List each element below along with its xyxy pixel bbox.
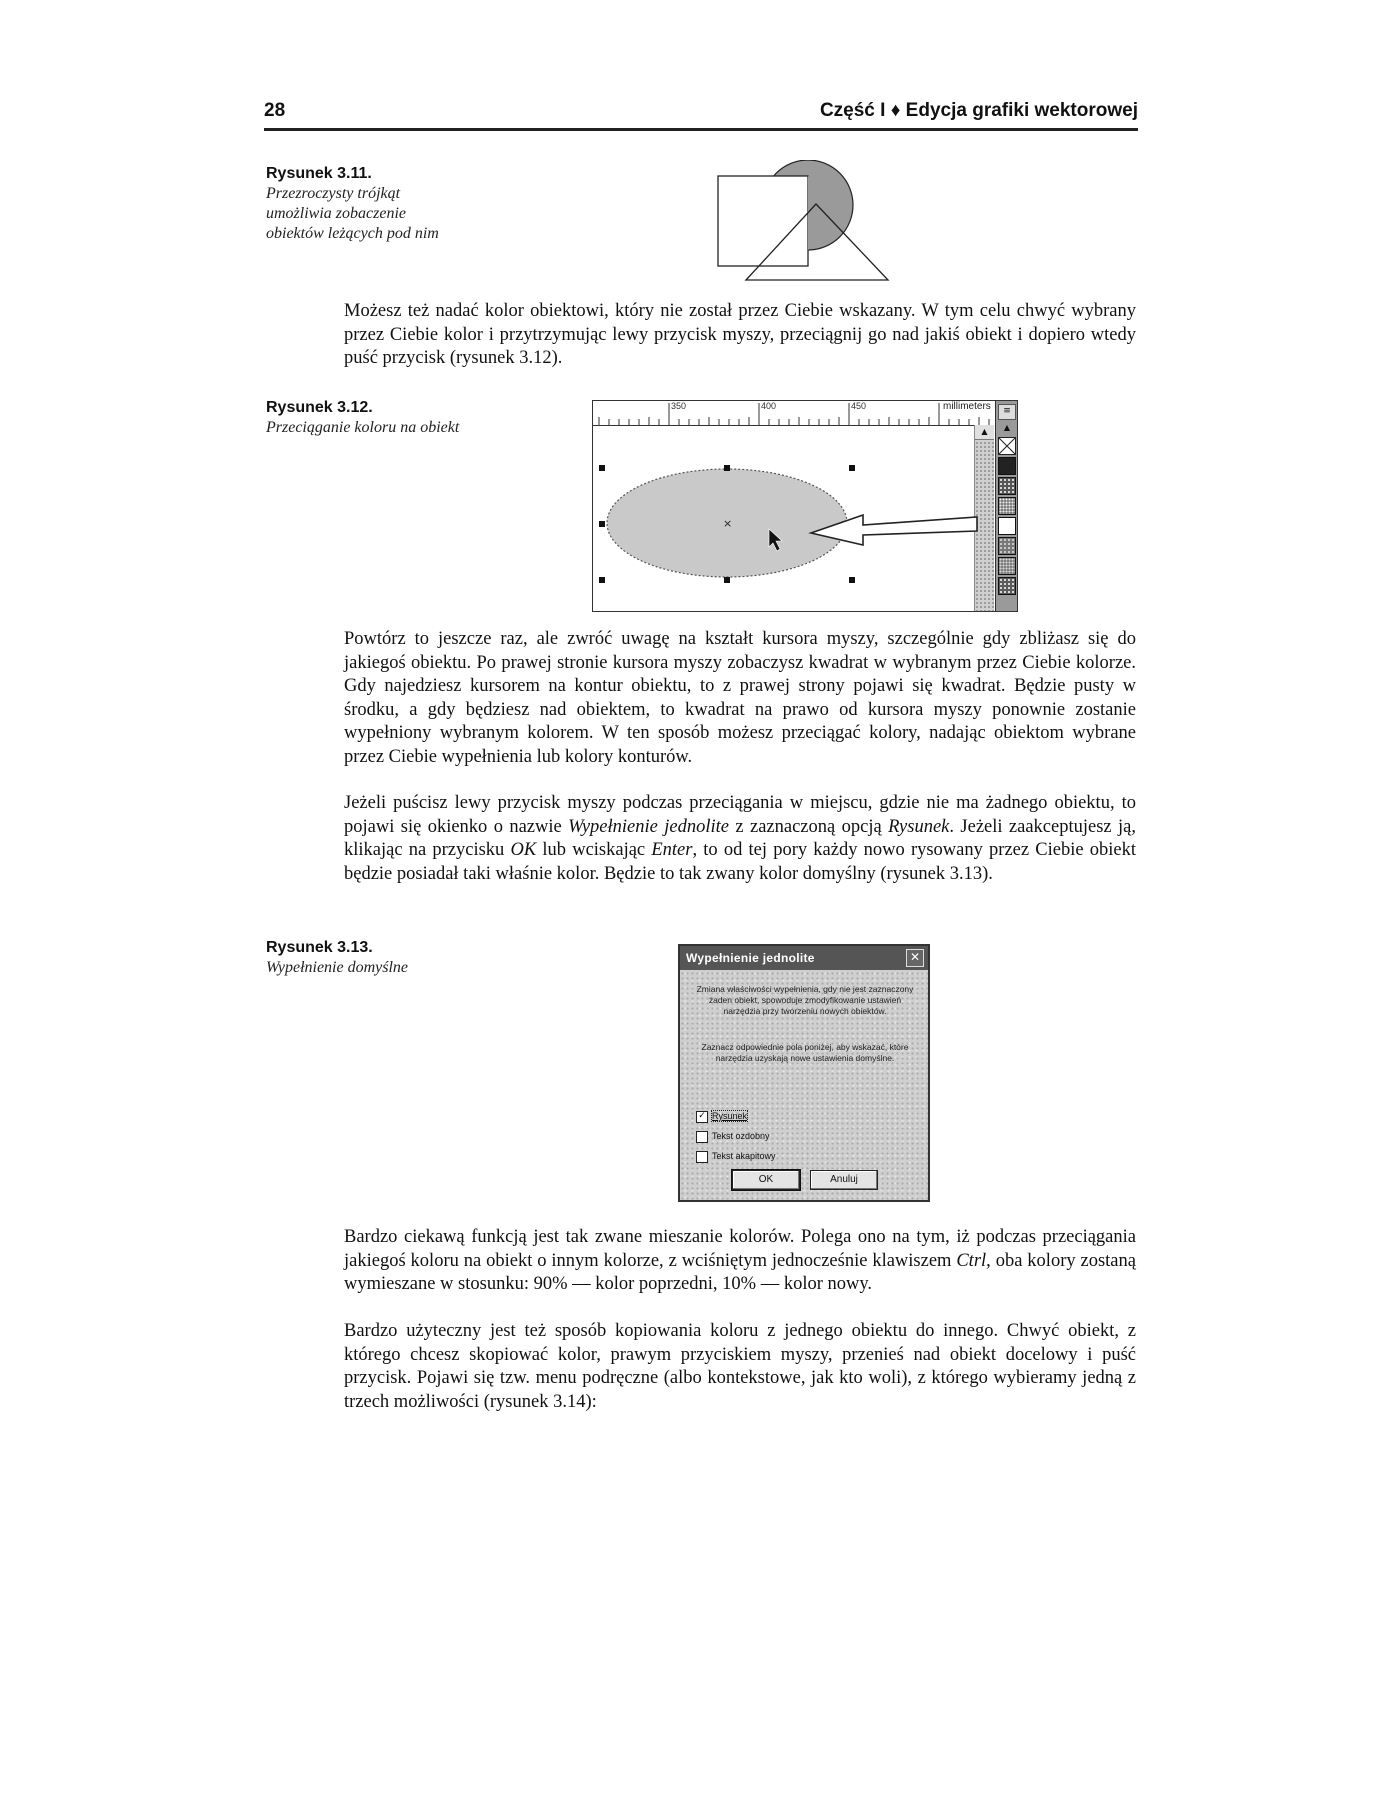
dialog-message-2: Zaznacz odpowiednie pola poniżej, aby wskazać, które narzędzia uzyskają nowe ustawienia domyślne. (701, 1042, 909, 1063)
figure-drag-color (592, 400, 1018, 612)
checkbox-icon[interactable] (696, 1131, 708, 1143)
palette-swatch-black[interactable] (998, 457, 1016, 475)
paragraph-3-text: z zaznaczoną opcją (728, 816, 889, 837)
palette-swatch-pattern-2[interactable] (998, 497, 1016, 515)
palette-no-color-swatch[interactable] (998, 437, 1016, 455)
cancel-button[interactable]: Anuluj (810, 1170, 878, 1190)
figure-caption-text: Wypełnienie domyślne (266, 959, 409, 976)
figure-transparent-triangle (710, 160, 896, 286)
center-mark: × (723, 517, 733, 530)
paragraph-4 (344, 1226, 1136, 1297)
palette-swatch-pattern-1[interactable] (998, 477, 1016, 495)
ruler-tick-350: 350 (671, 401, 687, 411)
palette-swatch-pattern-5[interactable] (998, 577, 1016, 595)
palette-flyout-icon[interactable]: ≡ (998, 404, 1016, 420)
figure-caption-text: Przezroczysty trójkąt umożliwia zobaczenie obiektów leżących pod nim (266, 185, 439, 242)
option-label: Tekst akapitowy (712, 1151, 776, 1161)
canvas-drawing (593, 425, 993, 611)
running-title: Część I ♦ Edycja grafiki wektorowej (819, 100, 1138, 121)
palette-swatch-pattern-4[interactable] (998, 557, 1016, 575)
dialog-title-bar: Wypełnienie jednolite (680, 946, 928, 970)
dialog-message-1: Zmiana właściwości wypełnienia, gdy nie jest zaznaczony żaden obiekt, spowoduje zmodyfikowanie ustawień narzędzia przy tworzeniu nowych obiektów. (696, 984, 914, 1016)
paragraph-3-emphasis: Wypełnienie jednolite (568, 816, 729, 837)
ok-button[interactable]: OK (732, 1170, 800, 1190)
figure-caption-3-13 (266, 938, 466, 978)
option-drawing-checkbox[interactable] (696, 1110, 747, 1124)
paragraph-2: Powtórz to jeszcze raz, ale zwróć uwagę na kształt kursora myszy, szczególnie gdy zbliżasz się do jakiegoś obiektu. Po prawej stronie kursora myszy zobaczysz kwadrat w wybranym przez Ciebie kolorze. Gdy najedziesz kursorem na kontur obiektu, to z prawej strony pojawi się kwadrat. Będzie pusty w środku, a gdy będziesz nad obiektem, to kwadrat na prawo od kursora myszy ponownie zostanie wypełniony wybranym kolorem. W ten sposób możesz przeciągać kolory, nadając obiektom wybrane przez Ciebie wypełnienia lub kolory konturów. (344, 629, 1136, 767)
figure-label: Rysunek 3.12. (266, 399, 373, 416)
paragraph-3-emphasis: Enter (651, 840, 693, 860)
paragraph-4-emphasis: Ctrl (956, 1250, 987, 1271)
ruler-tick-450: 450 (851, 401, 867, 411)
figure-caption-3-11 (266, 164, 466, 244)
paragraph-4-text: , oba kolory zostaną wymieszane w stosunku: 90% — kolor poprzedni, 10% — kolor nowy. (344, 1250, 1136, 1294)
page-header (264, 98, 1138, 131)
paragraph-3 (344, 792, 1136, 886)
square (718, 176, 808, 266)
color-palette (995, 401, 1018, 611)
palette-swatch-pattern-3[interactable] (998, 537, 1016, 555)
option-label: Rysunek (712, 1111, 748, 1121)
scroll-up-button[interactable]: ▲ (975, 425, 994, 440)
paragraph-3-text: Jeżeli puścisz lewy przycisk myszy podczas przeciągania w miejscu, gdzie nie ma żadnego obiektu, to pojawi się okienko o nazwie (344, 793, 1136, 837)
option-label: Tekst ozdobny (712, 1131, 770, 1141)
close-icon[interactable]: ✕ (906, 949, 924, 967)
checkbox-icon[interactable]: ✓ (696, 1111, 708, 1123)
palette-scroll-up-icon[interactable]: ▲ (1003, 423, 1011, 432)
horizontal-ruler (593, 401, 993, 426)
figure-label: Rysunek 3.13. (266, 939, 373, 956)
paragraph-3-emphasis: OK (510, 840, 537, 860)
figure-label: Rysunek 3.11. (266, 165, 372, 182)
checkbox-icon[interactable] (696, 1151, 708, 1163)
palette-swatch-white[interactable] (998, 517, 1016, 535)
paragraph-3-text: , to od tej pory każdy nowo rysowany przez Ciebie obiekt będzie posiadał taki właśnie kolor. Będzie to tak zwany kolor domyślny (rysunek 3.13). (344, 840, 1137, 884)
paragraph-3-text: . Jeżeli zaakceptujesz ją, klikając na przycisku (344, 816, 1136, 860)
option-artistic-text-checkbox[interactable] (696, 1130, 770, 1144)
paragraph-3-text: lub wciskając (536, 840, 652, 860)
figure-caption-3-12 (266, 398, 466, 438)
figure-caption-text: Przeciąganie koloru na obiekt (266, 419, 460, 436)
page-number: 28 (264, 100, 286, 121)
ruler-tick-400: 400 (761, 401, 777, 411)
paragraph-4-text: Bardzo ciekawą funkcją jest tak zwane mieszanie kolorów. Polega ono na tym, iż podczas przeciągania jakiegoś koloru na obiekt o innym kolorze, z wciśniętym jednocześnie klawiszem (344, 1227, 1136, 1271)
ruler-unit: millimeters (943, 401, 991, 412)
paragraph-1: Możesz też nadać kolor obiektowi, który nie został przez Ciebie wskazany. W tym celu chwyć wybrany przez Ciebie kolor i przytrzymując lewy przycisk myszy, przeciągnij go nad jakiś obiekt i dopiero wtedy puść przycisk (rysunek 3.12). (344, 301, 1136, 368)
paragraph-3-emphasis: Rysunek (888, 816, 950, 837)
solid-fill-dialog (678, 944, 930, 1202)
paragraph-5: Bardzo użyteczny jest też sposób kopiowania koloru z jednego obiektu do innego. Chwyć obiekt, z którego chcesz skopiować kolor, prawym przyciskiem myszy, przenieś nad obiekt docelowy i puść przycisk. Pojawi się tzw. menu podręczne (albo kontekstowe, jak kto woli), z którego wybieramy jedną z trzech możliwości (rysunek 3.14): (344, 1321, 1136, 1412)
option-paragraph-text-checkbox[interactable] (696, 1150, 776, 1164)
